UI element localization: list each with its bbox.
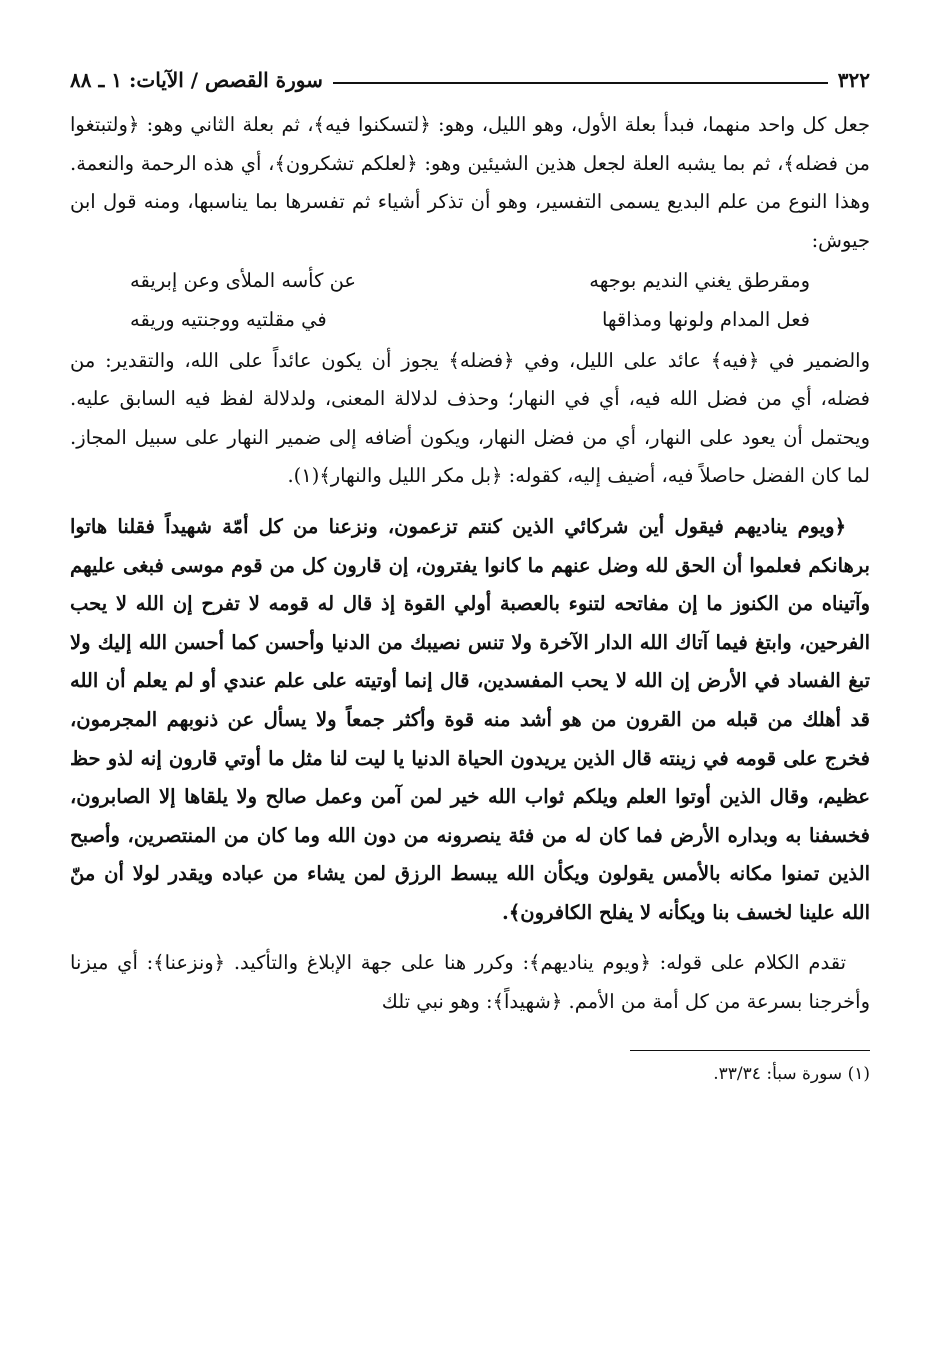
header-rule xyxy=(333,82,828,84)
poem-line-1-second-half: عن كأسه الملأى وعن إبريقه xyxy=(130,269,357,293)
poem-line-2-first-half: فعل المدام ولونها ومذاقها xyxy=(601,307,810,331)
footnote-rule xyxy=(630,1050,870,1051)
document-page xyxy=(70,58,870,1089)
poem xyxy=(70,262,870,339)
poem-line-2 xyxy=(130,301,810,340)
page-header xyxy=(70,58,870,92)
quran-verses: ﴿ويوم يناديهم فيقول أين شركائي الذين كنتم تزعمون، ونزعنا من كل أمّة شهيداً فقلنا هاتوا برهانكم فعلموا أن الحق لله وضل عنهم ما كانوا يفترون، إن قارون كل من قوم موسى فبغى عليهم وآتيناه من الكنوز ما إن مفاتحه لتنوء بالعصبة أولي القوة إذ قال له قومه لا تفرح إن الله لا يحب الفرحين، وابتغ فيما آتاك الله الدار الآخرة ولا تنس نصيبك من الدنيا وأحسن كما أحسن الله إليك ولا تبغ الفساد في الأرض إن الله لا يحب المفسدين، قال إنما أوتيته على علم عندي أو لم يعلم أن الله قد أهلك من قبله من القرون من هو أشد منه قوة وأكثر جمعاً ولا يسأل عن ذنوبهم المجرمون، فخرج على قومه في زينته قال الذين يريدون الحياة الدنيا يا ليت لنا مثل ما أوتي قارون إنه لذو حظ عظيم، وقال الذين أوتوا العلم ويلكم ثواب الله خير لمن آمن وعمل صالح ولا يلقاها إلا الصابرون، فخسفنا به وبداره الأرض فما كان له من فئة ينصرونه من دون الله وما كان من المنتصرين، وأصبح الذين تمنوا مكانه بالأمس يقولون ويكأن الله يبسط الرزق لمن يشاء من عباده ويقدر لولا أن منّ الله علينا لخسف بنا ويكأنه لا يفلح الكافرون﴾. xyxy=(70,514,870,924)
poem-line-1-first-half: ومقرطق يغني النديم بوجهه xyxy=(589,269,810,293)
running-title: سورة القصص / الآيات: ١ ـ ٨٨ xyxy=(70,68,323,92)
paragraph-2: والضمير في ﴿فيه﴾ عائد على الليل، وفي ﴿فضله﴾ يجوز أن يكون عائداً على الله، والتقدير: من فضله، أي من فضل الله فيه، أي في النهار؛ وحذف لدلالة المعنى، ولدلالة لفظ فيه السابق عليه. ويحتمل أن يعود على النهار، أي من فضل النهار، ويكون أضافه إلى ضمير النهار على سبيل المجاز. لما كان الفضل حاصلاً فيه، أضيف إليه، كقوله: ﴿بل مكر الليل والنهار﴾(١). xyxy=(70,348,870,488)
poem-line-1 xyxy=(130,262,810,301)
paragraph-1: جعل كل واحد منهما، فبدأ بعلة الأول، وهو الليل، وهو: ﴿لتسكنوا فيه﴾، ثم بعلة الثاني وهو: ﴿ولتبتغوا من فضله﴾، ثم بما يشبه العلة لجعل هذين الشيئين وهو: ﴿لعلكم تشكرون﴾، أي هذه الرحمة والنعمة. وهذا النوع من علم البديع يسمى التفسير، وهو أن تذكر أشياء ثم تفسرها بما يناسبها، ومنه قول ابن جيوش: xyxy=(70,113,870,252)
paragraph-3: تقدم الكلام على قوله: ﴿ويوم يناديهم﴾: وكرر هنا على جهة الإبلاغ والتأكيد. ﴿ونزعنا﴾: أي ميزنا وأخرجنا بسرعة من كل أمة من الأمم. ﴿شهيداً﴾: وهو نبي تلك xyxy=(70,951,870,1014)
page-number: ٣٢٢ xyxy=(837,68,870,92)
footnote: (١) سورة سبأ: ٣٣/٣٤. xyxy=(713,1063,870,1084)
poem-line-2-second-half: في مقلتيه ووجنتيه وريقه xyxy=(130,307,327,331)
